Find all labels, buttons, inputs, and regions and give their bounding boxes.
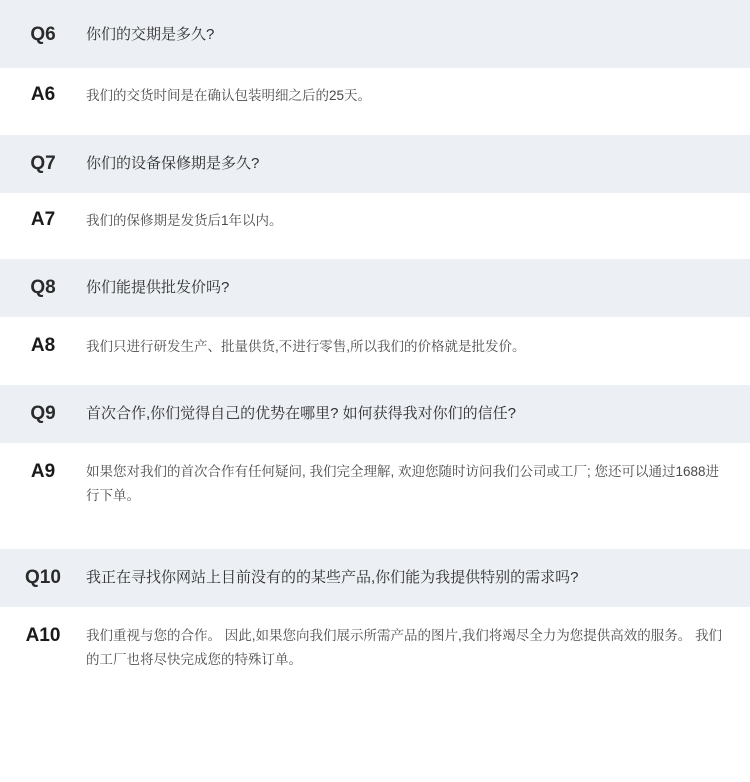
faq-answer-label: A9 <box>30 461 56 482</box>
faq-answer-label: A8 <box>30 335 56 356</box>
faq-question-row <box>0 385 750 443</box>
bottom-spacer <box>0 687 750 782</box>
faq-answer-row <box>0 607 750 687</box>
faq-item-q6 <box>0 0 750 127</box>
faq-question-label: Q9 <box>30 403 56 424</box>
faq-item-q9 <box>0 385 750 531</box>
faq-question-text: 首次合作,你们觉得自己的优势在哪里? 如何获得我对你们的信任? <box>86 405 517 422</box>
faq-question-text: 你们能提供批发价吗? <box>86 279 230 296</box>
faq-question-row <box>0 135 750 193</box>
faq-question-label: Q8 <box>30 277 56 298</box>
divider-spacer <box>0 531 750 549</box>
faq-question-row <box>0 549 750 607</box>
faq-question-text: 我正在寻找你网站上目前没有的的某些产品,你们能为我提供特别的需求吗? <box>86 569 579 586</box>
faq-answer-row <box>0 317 750 377</box>
faq-question-label: Q7 <box>30 153 56 174</box>
faq-answer-row <box>0 443 750 531</box>
faq-answer-row <box>0 193 750 251</box>
faq-answer-text: 我们的交货时间是在确认包装明细之后的25天。 <box>86 88 372 103</box>
faq-answer-text: 我们只进行研发生产、批量供货,不进行零售,所以我们的价格就是批发价。 <box>86 339 526 354</box>
faq-answer-label: A6 <box>30 84 56 105</box>
faq-item-q10 <box>0 549 750 687</box>
divider-spacer <box>0 127 750 135</box>
faq-question-row <box>0 0 750 68</box>
faq-answer-label: A7 <box>30 209 56 230</box>
divider-spacer <box>0 377 750 385</box>
faq-question-text: 你们的交期是多久? <box>86 26 215 43</box>
faq-item-q8 <box>0 259 750 377</box>
faq-answer-text: 如果您对我们的首次合作有任何疑问, 我们完全理解, 欢迎您随时访问我们公司或工厂; 您还可以通过1688进行下单。 <box>86 464 720 503</box>
faq-answer-row <box>0 68 750 127</box>
faq-answer-label: A10 <box>25 625 61 646</box>
faq-question-row <box>0 259 750 317</box>
faq-answer-text: 我们的保修期是发货后1年以内。 <box>86 213 283 228</box>
divider-spacer <box>0 251 750 259</box>
faq-question-label: Q6 <box>30 24 56 45</box>
faq-question-text: 你们的设备保修期是多久? <box>86 155 260 172</box>
faq-question-label: Q10 <box>25 567 61 588</box>
faq-item-q7 <box>0 135 750 251</box>
faq-answer-text: 我们重视与您的合作。 因此,如果您向我们展示所需产品的图片,我们将竭尽全力为您提供高效的服务。 我们的工厂也将尽快完成您的特殊订单。 <box>86 628 723 667</box>
